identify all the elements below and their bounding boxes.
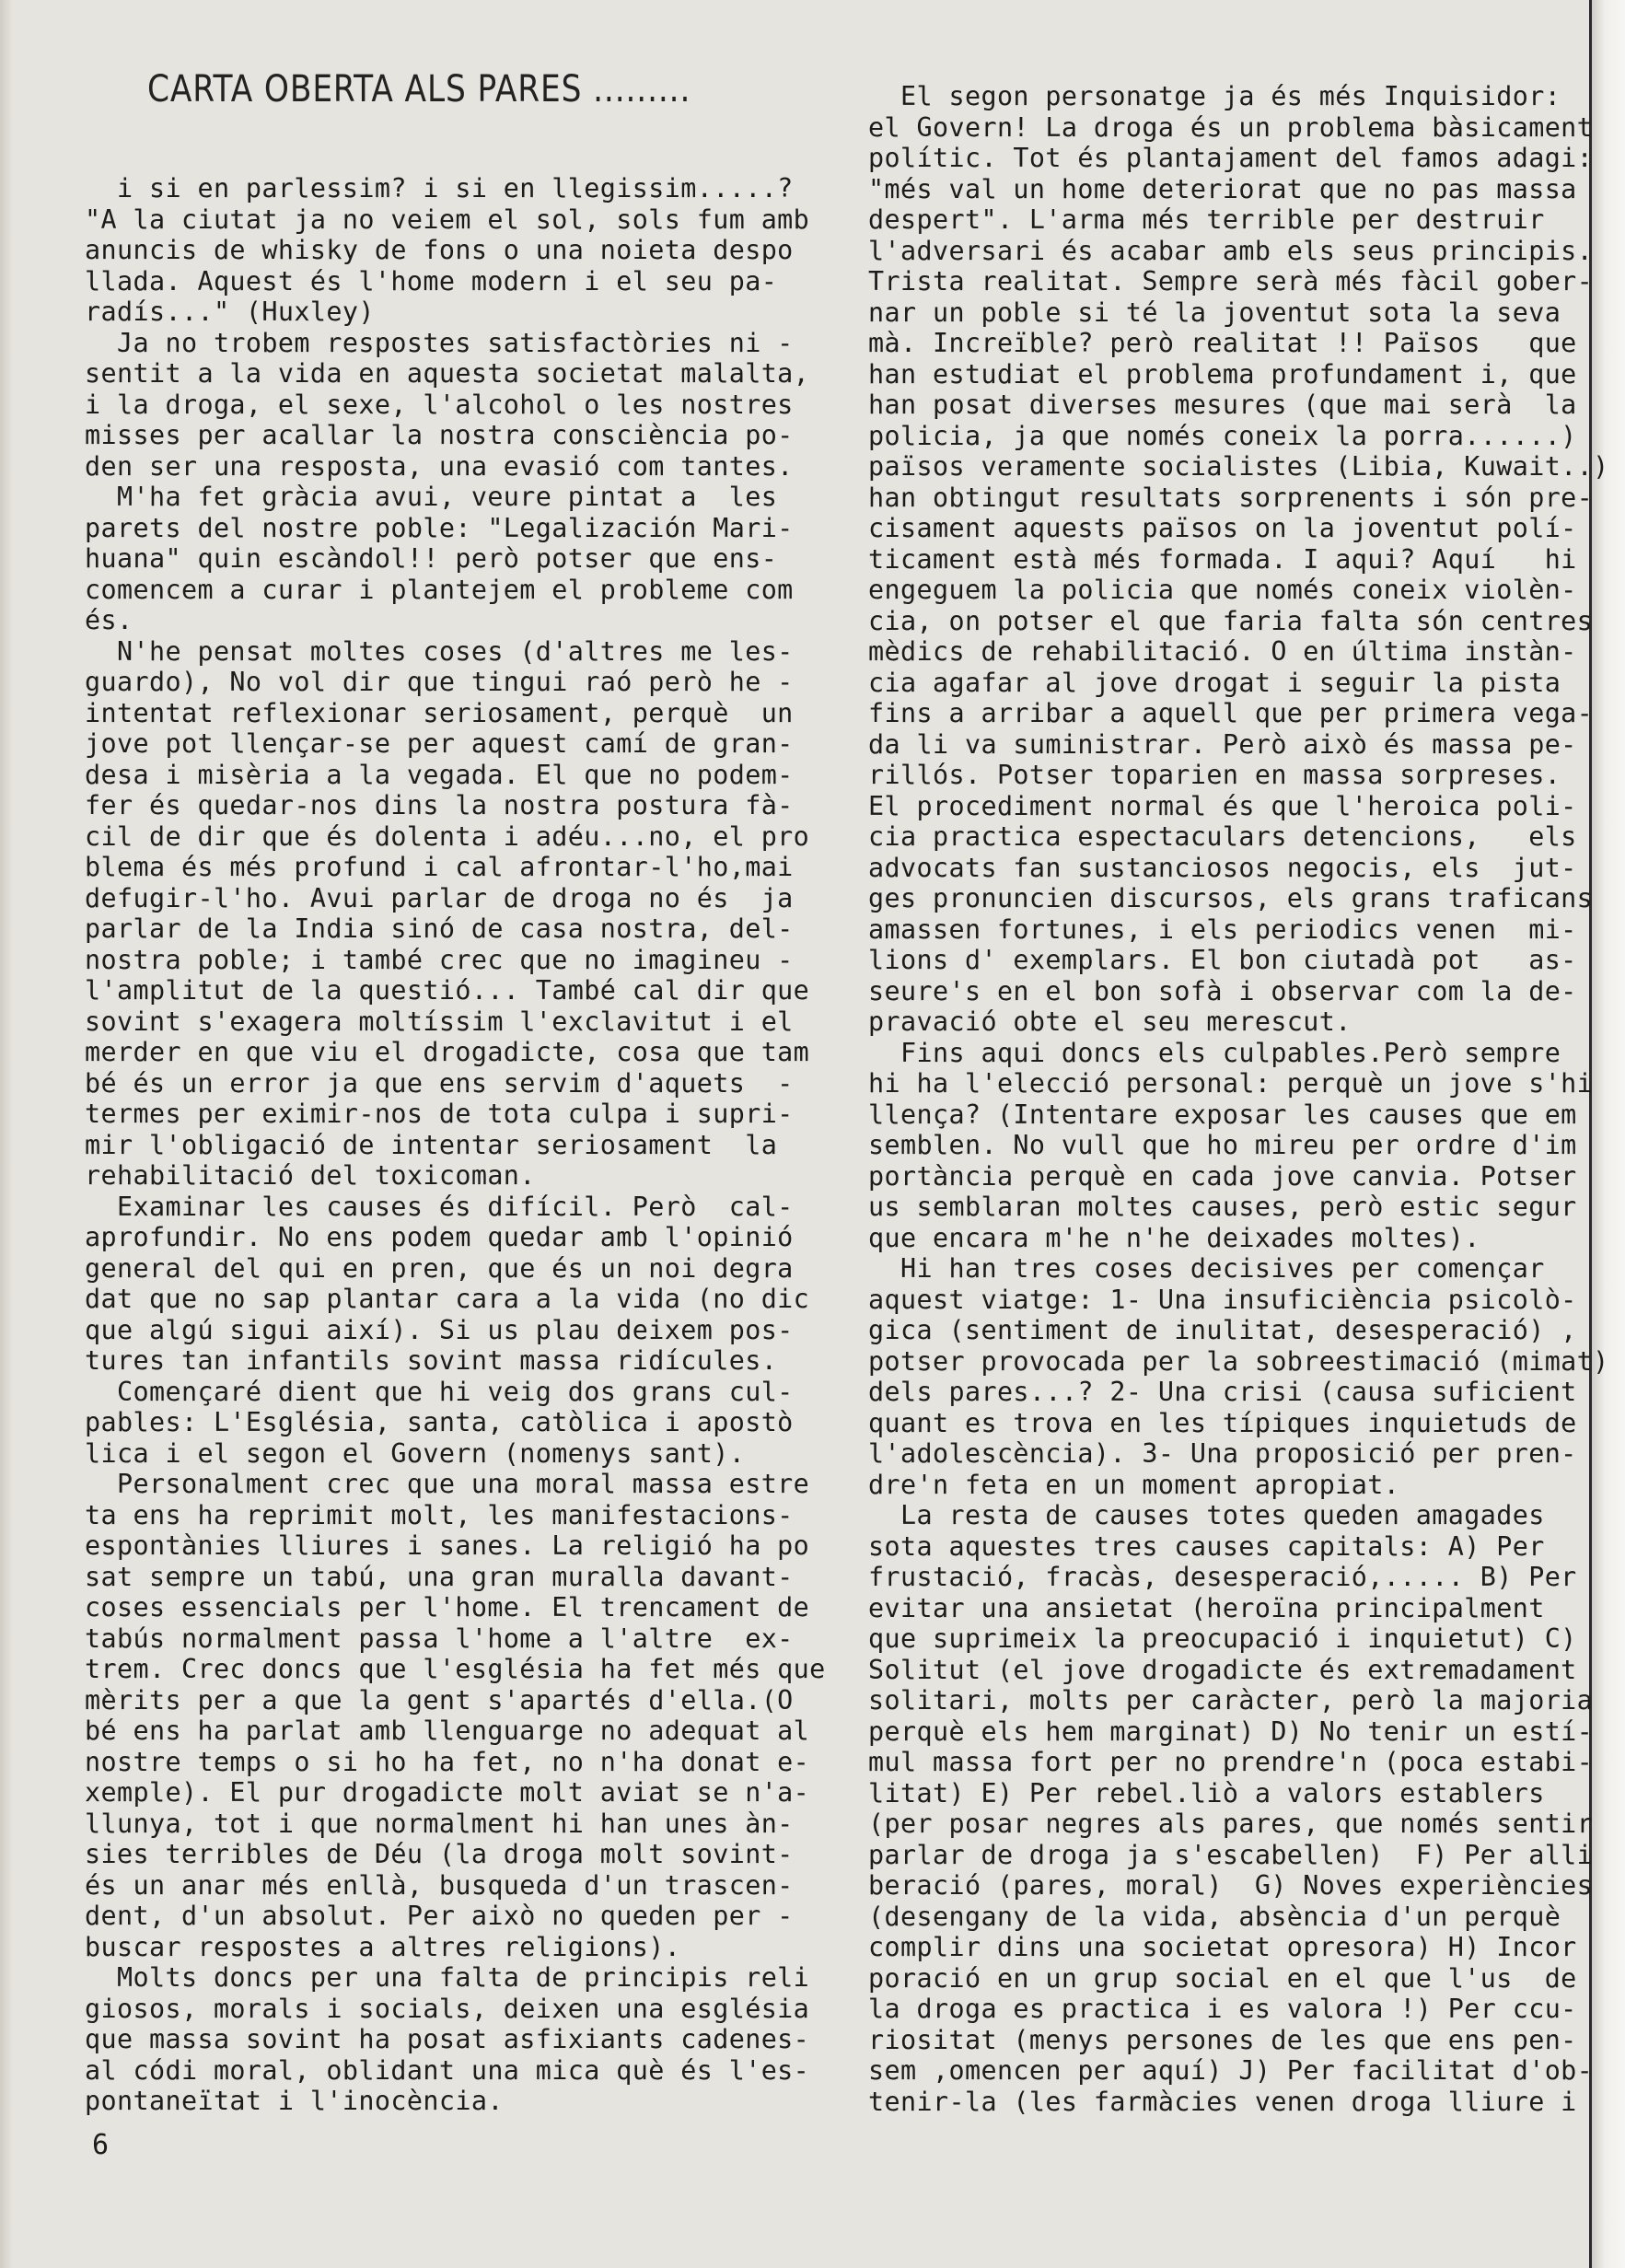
text-line: (desengany de la vida, absència d'un perquè bbox=[868, 1901, 1561, 1932]
text-line: ges pronuncien discursos, els grans traficans bbox=[868, 883, 1594, 913]
text-line: fer és quedar-nos dins la nostra postura fà- bbox=[85, 790, 794, 820]
text-line: llada. Aquest és l'home modern i el seu pa- bbox=[85, 265, 778, 297]
text-line: bé ens ha parlat amb llenguarge no adequat al bbox=[85, 1716, 810, 1746]
text-line: hi ha l'elecció personal: perquè un jove s'hi bbox=[868, 1068, 1594, 1099]
text-line: despert". L'arma més terrible per destruir bbox=[868, 204, 1545, 235]
text-line: que encara m'he n'he deixades moltes). bbox=[868, 1222, 1480, 1253]
text-line: cil de dir que és dolenta i adéu...no, el pro bbox=[85, 820, 810, 852]
text-line: llunya, tot i que normalment hi han unes àn- bbox=[85, 1808, 794, 1839]
text-line: ta ens ha reprimit molt, les manifestacions- bbox=[85, 1499, 794, 1530]
text-line: quant es trova en les típiques inquietuds de bbox=[868, 1407, 1577, 1438]
text-line: engeguem la policia que només coneix violèn- bbox=[868, 575, 1577, 605]
text-line: potser provocada per la sobreestimació (mimat) bbox=[868, 1345, 1609, 1377]
text-line: pravació obte el seu merescut. bbox=[868, 1006, 1352, 1037]
text-line: mà. Increïble? però realitat !! Països que bbox=[868, 328, 1577, 358]
text-line: Personalment crec que una moral massa estre bbox=[85, 1469, 810, 1499]
text-line: guardo), No vol dir que tingui raó però he - bbox=[85, 667, 794, 697]
text-line: riositat (menys persones de les que ens pen- bbox=[868, 2024, 1577, 2055]
text-line: portància perquè en cada jove canvia. Potser bbox=[868, 1160, 1577, 1192]
text-line: han obtingut resultats sorprenents i són pre- bbox=[868, 482, 1594, 513]
text-line: cia agafar al jove drogat i seguir la pista bbox=[868, 667, 1561, 698]
text-line: cia practica espectaculars detencions, els bbox=[868, 821, 1577, 852]
text-line: complir dins una societat opresora) H) Incor bbox=[868, 1932, 1577, 1962]
text-line: cisament aquests països on la joventut polí- bbox=[868, 513, 1577, 543]
text-line: M'ha fet gràcia avui, veure pintat a les bbox=[85, 482, 778, 512]
text-line: dat que no sap plantar cara a la vida (no dic bbox=[85, 1284, 810, 1314]
text-line: polític. Tot és plantajament del famos adagi: bbox=[868, 143, 1594, 173]
text-line: tures tan infantils sovint massa ridícules. bbox=[85, 1345, 778, 1376]
text-line: dent, d'un absolut. Per això no queden per - bbox=[85, 1901, 794, 1931]
text-line: han posat diverses mesures (que mai serà la bbox=[868, 390, 1577, 420]
text-line: semblen. No vull que ho mireu per ordre d'im bbox=[868, 1130, 1577, 1160]
text-line: solitari, molts per caràcter, però la majoria bbox=[868, 1685, 1594, 1716]
text-line: general del qui en pren, que és un noi degra bbox=[85, 1252, 794, 1284]
text-line: den ser una resposta, una evasió com tantes. bbox=[85, 450, 794, 482]
text-line: "més val un home deteriorat que no pas massa bbox=[868, 173, 1577, 204]
text-line: Trista realitat. Sempre serà més fàcil gober- bbox=[868, 266, 1594, 297]
text-line: tenir-la (les farmàcies venen droga lliure i bbox=[868, 2086, 1577, 2117]
text-line: aquest viatge: 1- Una insuficiència psicolò- bbox=[868, 1284, 1577, 1315]
text-line: beració (pares, moral) G) Noves experiències bbox=[868, 1870, 1594, 1901]
text-line: mèrits per a que la gent s'apartés d'ella.(O bbox=[85, 1684, 794, 1716]
text-line: parlar de droga ja s'escabellen) F) Per alli bbox=[868, 1839, 1594, 1870]
text-line: perquè els hem marginat) D) No tenir un estí- bbox=[868, 1716, 1594, 1747]
text-line: da li va suministrar. Però això és massa pe- bbox=[868, 728, 1577, 760]
text-line: sovint s'exagera moltíssim l'exclavitut i el bbox=[85, 1006, 794, 1037]
text-line: sem ,omencen per aquí) J) Per facilitat d'ob- bbox=[868, 2055, 1594, 2086]
text-line: lica i el segon el Govern (nomenys sant). bbox=[85, 1437, 746, 1469]
text-line: bé és un error ja que ens servim d'aquets - bbox=[85, 1067, 794, 1099]
text-line: desa i misèria a la vegada. El que no podem- bbox=[85, 759, 794, 790]
text-line: pontaneïtat i l'inocència. bbox=[85, 2086, 504, 2116]
text-line: giosos, morals i socials, deixen una església bbox=[85, 1993, 810, 2024]
text-line: advocats fan sustanciosos negocis, els jut- bbox=[868, 852, 1577, 883]
text-line: lions d' exemplars. El bon ciutadà pot as- bbox=[868, 945, 1577, 975]
text-line: mèdics de rehabilitació. O en última instàn- bbox=[868, 636, 1577, 667]
text-line: fins a arribar a aquell que per primera vega- bbox=[868, 698, 1594, 728]
text-line: us semblaran moltes causes, però estic segur bbox=[868, 1192, 1577, 1222]
text-line: Examinar les causes és difícil. Però cal- bbox=[85, 1191, 794, 1222]
text-line: dels pares...? 2- Una crisi (causa suficient bbox=[868, 1377, 1577, 1407]
text-line: coses essencials per l'home. El trencament de bbox=[85, 1592, 810, 1622]
text-line: pables: L'Església, santa, catòlica i apostò bbox=[85, 1407, 794, 1437]
text-line: cia, on potser el que faria falta són centres bbox=[868, 605, 1594, 636]
text-line: han estudiat el problema profundament i, que bbox=[868, 358, 1577, 390]
text-line: Molts doncs per una falta de principis reli bbox=[85, 1962, 810, 1993]
text-line: parets del nostre poble: "Legalización Mari- bbox=[85, 512, 794, 543]
text-line: amassen fortunes, i els periodics venen mi- bbox=[868, 913, 1577, 945]
text-line: que algú sigui així). Si us plau deixem pos- bbox=[85, 1314, 794, 1345]
text-line: comencem a curar i plantejem el probleme com bbox=[85, 574, 794, 605]
text-line: nostra poble; i també crec que no imagineu - bbox=[85, 944, 794, 975]
text-line: dre'n feta en un moment apropiat. bbox=[868, 1469, 1400, 1500]
text-line: jove pot llençar-se per aquest camí de gran- bbox=[85, 728, 794, 759]
text-line: i la droga, el sexe, l'alcohol o les nostres bbox=[85, 389, 794, 420]
text-line: Començaré dient que hi veig dos grans cul- bbox=[85, 1376, 794, 1407]
text-line: poració en un grup social en el que l'us de bbox=[868, 1962, 1577, 1994]
text-line: parlar de la India sinó de casa nostra, del- bbox=[85, 913, 794, 944]
text-line: defugir-l'ho. Avui parlar de droga no és ja bbox=[85, 882, 794, 913]
text-line: l'amplitut de la questió... També cal dir que bbox=[85, 975, 810, 1006]
text-line: policia, ja que només coneix la porra......) bbox=[868, 420, 1577, 451]
text-line: (per posar negres als pares, que només sentir bbox=[868, 1809, 1594, 1839]
text-line: és un anar més enllà, busqueda d'un trascen- bbox=[85, 1869, 794, 1901]
text-line: termes per eximir-nos de tota culpa i supri- bbox=[85, 1099, 794, 1129]
text-line: N'he pensat moltes coses (d'altres me les- bbox=[85, 635, 794, 667]
text-line: frustació, fracàs, desesperació,..... B) Per bbox=[868, 1562, 1577, 1592]
text-line: rillós. Potser toparien en massa sorpreses. bbox=[868, 760, 1561, 790]
text-line: i si en parlessim? i si en llegissim.....? bbox=[85, 173, 794, 204]
text-line: mul massa fort per no prendre'n (poca estabi- bbox=[868, 1747, 1594, 1777]
text-line: anuncis de whisky de fons o una noieta despo bbox=[85, 235, 794, 265]
text-line: Solitut (el jove drogadicte és extremadament bbox=[868, 1654, 1577, 1685]
text-line: intentat reflexionar seriosament, perquè un bbox=[85, 697, 794, 728]
text-line: que massa sovint ha posat asfixiants cadenes- bbox=[85, 2024, 810, 2054]
text-line: nar un poble si té la joventut sota la seva bbox=[868, 297, 1561, 328]
text-line: El segon personatge ja és més Inquisidor: bbox=[868, 81, 1561, 111]
text-line: nostre temps o si ho ha fet, no n'ha donat e- bbox=[85, 1746, 810, 1777]
text-line: xemple). El pur drogadicte molt aviat se n'a- bbox=[85, 1777, 810, 1808]
text-line: trem. Crec doncs que l'església ha fet més que bbox=[85, 1654, 826, 1684]
page-left-shadow bbox=[0, 0, 13, 2268]
right-text-column bbox=[868, 81, 1609, 2117]
article-title: CARTA OBERTA ALS PARES ......... bbox=[147, 68, 691, 110]
text-line: buscar respostes a altres religions). bbox=[85, 1931, 681, 1962]
text-line: radís..." (Huxley) bbox=[85, 297, 375, 327]
text-line: sota aquestes tres causes capitals: A) Per bbox=[868, 1530, 1545, 1562]
text-line: evitar una ansietat (heroïna principalment bbox=[868, 1592, 1545, 1623]
text-line: sies terribles de Déu (la droga molt sovint- bbox=[85, 1839, 794, 1869]
text-line: litat) E) Per rebel.liò a valors establers bbox=[868, 1777, 1545, 1809]
text-line: que suprimeix la preocupació i inquietut) C) bbox=[868, 1623, 1577, 1654]
text-line: la droga es practica i es valora !) Per ccu- bbox=[868, 1994, 1577, 2024]
text-line: misses per acallar la nostra consciència po- bbox=[85, 420, 794, 450]
text-line: seure's en el bon sofà i observar com la de- bbox=[868, 975, 1577, 1006]
text-line: gica (sentiment de inulitat, desesperació) , bbox=[868, 1315, 1577, 1345]
text-line: ticament està més formada. I aqui? Aquí hi bbox=[868, 543, 1577, 575]
text-line: espontànies lliures i sanes. La religió ha po bbox=[85, 1530, 810, 1561]
text-line: l'adolescència). 3- Una proposició per pren- bbox=[868, 1438, 1577, 1469]
text-line: Fins aqui doncs els culpables.Però sempre bbox=[868, 1037, 1561, 1068]
text-line: huana" quin escàndol!! però potser que ens- bbox=[85, 543, 778, 574]
text-line: Hi han tres coses decisives per començar bbox=[868, 1253, 1545, 1284]
text-line: és. bbox=[85, 605, 133, 635]
text-line: blema és més profund i cal afrontar-l'ho,mai bbox=[85, 852, 794, 882]
text-line: Ja no trobem respostes satisfactòries ni - bbox=[85, 327, 794, 358]
left-text-column bbox=[85, 173, 826, 2117]
text-line: merder en que viu el drogadicte, cosa que tam bbox=[85, 1037, 810, 1067]
text-line: països veramente socialistes (Libia, Kuwait..) bbox=[868, 451, 1609, 482]
text-line: al códi moral, oblidant una mica què és l'es- bbox=[85, 2054, 810, 2086]
text-line: tabús normalment passa l'home a l'altre ex- bbox=[85, 1622, 794, 1654]
text-line: el Govern! La droga és un problema bàsicament bbox=[868, 111, 1594, 143]
text-line: mir l'obligació de intentar seriosament la bbox=[85, 1129, 778, 1160]
text-line: "A la ciutat ja no veiem el sol, sols fum amb bbox=[85, 204, 810, 235]
page-number: 6 bbox=[92, 2129, 110, 2161]
text-line: La resta de causes totes queden amagades bbox=[868, 1500, 1545, 1530]
text-line: sentit a la vida en aquesta societat malalta, bbox=[85, 358, 810, 389]
text-line: aprofundir. No ens podem quedar amb l'opinió bbox=[85, 1222, 794, 1252]
text-line: llença? (Intentare exposar les causes que em bbox=[868, 1099, 1577, 1130]
text-line: El procediment normal és que l'heroica poli- bbox=[868, 790, 1577, 821]
text-line: l'adversari és acabar amb els seus principis. bbox=[868, 235, 1594, 266]
text-line: rehabilitació del toxicoman. bbox=[85, 1160, 536, 1191]
text-line: sat sempre un tabú, una gran muralla davant- bbox=[85, 1561, 794, 1592]
